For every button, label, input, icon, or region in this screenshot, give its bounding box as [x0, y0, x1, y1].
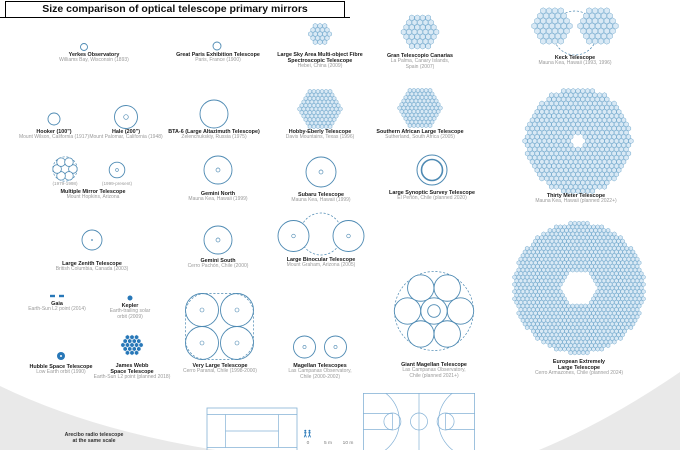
label-lbt: Large Binocular Telescope Mount Graham, Arizona (2005)	[286, 257, 356, 268]
gemini-south-mirror	[204, 226, 232, 254]
gmt-mirror	[394, 272, 473, 351]
gaia-mirror	[50, 295, 64, 297]
label-lsst: Large Synoptic Survey Telescope El Peñón, Chile (planned 2020)	[389, 190, 475, 201]
scale-figures-icon	[304, 430, 311, 438]
label-kepler: Kepler Earth-trailing solar orbit (2009)	[109, 303, 151, 320]
keck-mirror	[532, 8, 618, 55]
arecibo-curve-right	[534, 372, 680, 450]
eelt-mirror	[513, 221, 646, 355]
kepler-mirror	[128, 296, 133, 301]
label-eelt: European Extremely Large Telescope Cerro Armazones, Chile (planned 2024)	[534, 359, 624, 376]
tmt-mirror	[523, 88, 633, 193]
lbt-mirror	[278, 213, 364, 255]
basketball-court	[327, 386, 510, 450]
label-gtc: Gran Telescopio Canarias La Palma, Canary Islands, Spain (2007)	[386, 53, 454, 70]
label-keck: Keck Telescope Mauna Kea, Hawaii (1993, 1996)	[538, 55, 612, 66]
label-gemini-south: Gemini South Cerro Pachón, Chile (2000)	[187, 258, 249, 269]
arecibo-curve-left	[0, 386, 228, 450]
hobby-eberly-mirror	[298, 89, 342, 128]
hubble-mirror	[57, 352, 65, 360]
scale-label-2: 10 m	[342, 441, 354, 446]
great-paris-mirror	[213, 42, 221, 50]
label-lzt: Large Zenith Telescope British Columbia, Canada (2003)	[55, 261, 129, 272]
label-hale: Hale (200") Mount Palomar, California (1948)	[89, 129, 163, 140]
label-lamost: Large Sky Area Multi-object Fibre Spectroscopic Telescope Hebei, China (2009)	[277, 52, 363, 69]
title-rule	[0, 17, 350, 19]
mmt-mirror	[53, 157, 125, 181]
hooker-mirror	[48, 113, 60, 125]
label-gmt: Giant Magellan Telescope Las Campanas Observatory, Chile (planned 2021+)	[401, 362, 467, 379]
label-yerkes: Yerkes Observatory Williams Bay, Wisconsin (1893)	[59, 52, 129, 63]
magellan-mirror	[294, 336, 347, 358]
scale-label-1: 5 m	[324, 441, 332, 446]
lamost-mirror	[308, 23, 331, 44]
label-great-paris: Great Paris Exhibition Telescope Paris, France (1900)	[176, 52, 260, 63]
bta6-mirror	[200, 100, 228, 128]
label-magellan: Magellan Telescopes Las Campanas Observatory, Chile (2000-2002)	[288, 363, 352, 380]
label-hobby-eberly: Hobby-Eberly Telescope Davis Mountains, Texas (1996)	[285, 129, 355, 140]
lsst-mirror	[417, 155, 447, 185]
label-tmt: Thirty Meter Telescope Mauna Kea, Hawaii (planned 2022+)	[535, 193, 617, 204]
label-subaru: Subaru Telescope Mauna Kea, Hawaii (1999)	[291, 192, 351, 203]
gemini-north-mirror	[204, 156, 232, 184]
title-box	[5, 1, 345, 18]
sublabel-mmt: (1999-present)	[101, 181, 133, 186]
arecibo-note: Arecibo radio telescope at the same scale	[64, 432, 124, 444]
hale-mirror	[115, 106, 138, 129]
gtc-mirror	[401, 15, 439, 49]
label-gemini-north: Gemini North Mauna Kea, Hawaii (1999)	[188, 191, 248, 202]
label-hubble: Hubble Space Telescope Low Earth orbit (1990)	[29, 364, 93, 375]
sublabel-mmt: (1979-1998)	[52, 181, 78, 186]
vlt-mirror	[186, 294, 254, 360]
label-jwst: James Webb Space Telescope Earth-Sun L2 point (planned 2018)	[93, 363, 171, 380]
label-mmt: Multiple Mirror Telescope Mount Hopkins, Arizona	[60, 189, 126, 200]
label-bta6: BTA-6 (Large Altazimuth Telescope) Zelenchukskiy, Russia (1975)	[168, 129, 260, 140]
tennis-court	[207, 408, 297, 450]
jwst-mirror	[121, 335, 143, 355]
page-title: Size comparison of optical telescope primary mirrors	[42, 3, 308, 15]
lzt-mirror	[82, 230, 102, 250]
yerkes-mirror	[81, 44, 88, 51]
subaru-mirror	[306, 157, 336, 187]
label-hooker: Hooker (100") Mount Wilson, California (1917)	[18, 129, 90, 140]
label-salt: Southern African Large Telescope Sutherland, South Africa (2005)	[376, 129, 464, 140]
label-gaia: Gaia Earth-Sun L2 point (2014)	[28, 301, 86, 312]
label-vlt: Very Large Telescope Cerro Paranal, Chile (1998-2000)	[183, 363, 257, 374]
scale-label-0: 0	[306, 441, 310, 446]
salt-mirror	[398, 88, 442, 127]
